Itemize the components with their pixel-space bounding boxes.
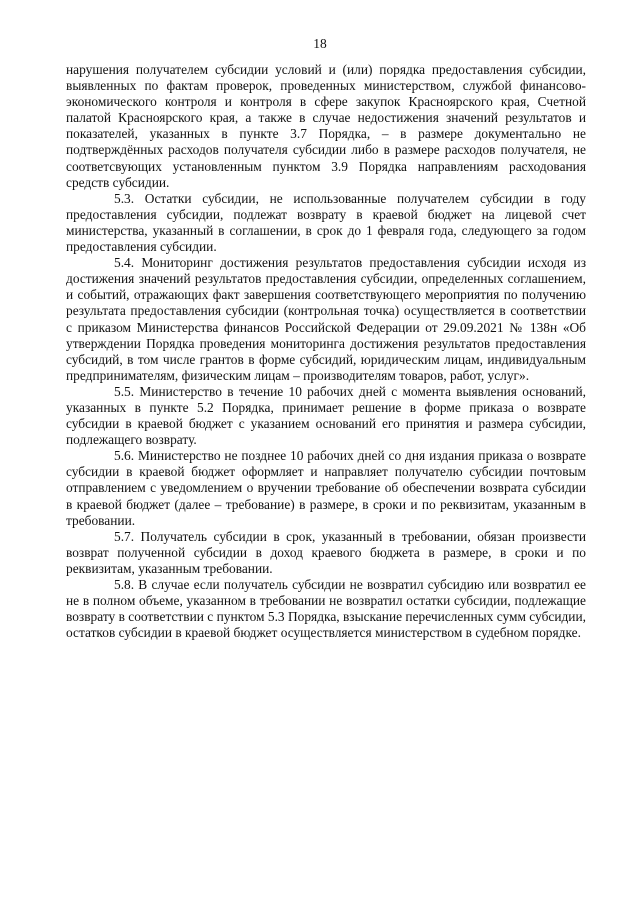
document-body <box>66 62 586 641</box>
paragraph-5-8: 5.8. В случае если получатель субсидии не возвратил субсидию или возвратил ее не в полном объеме, указанном в требовании не возвратил остатки субсидии, подлежащие возврату в соответствии с пунктом 5.3 Порядка, взыскание перечисленных сумм субсидии, остатков субсидии в краевой бюджет осуществляется министерством в судебном порядке. <box>66 577 586 641</box>
paragraph-5-4: 5.4. Мониторинг достижения результатов предоставления субсидии исходя из достижения значений результатов предоставления субсидии, определенных соглашением, и событий, отражающих факт завершения соответствующего мероприятия по получению результата предоставления субсидии (контрольная точка) осуществляется в соответствии с приказом Министерства финансов Российской Федерации от 29.09.2021 № 138н «Об утверждении Порядка проведения мониторинга достижения результатов предоставления субсидий, в том числе грантов в форме субсидий, юридическим лицам, индивидуальным предпринимателям, физическим лицам – производителям товаров, работ, услуг». <box>66 255 586 383</box>
paragraph-continuation: нарушения получателем субсидии условий и (или) порядка предоставления субсидии, выявленных по фактам проверок, проведенных министерством, службой финансово-экономического контроля и контроля в сфере закупок Красноярского края, Счетной палатой Красноярского края, а также в случае недостижения значений результатов и показателей, указанных в пункте 3.7 Порядка, – в размере документально не подтверждённых расходов получателя субсидии либо в размере расходов получателя, не соответсвующих установленным пунктом 3.9 Порядка направлениям расходования средств субсидии. <box>66 62 586 190</box>
paragraph-5-5: 5.5. Министерство в течение 10 рабочих дней с момента выявления оснований, указанных в пункте 5.2 Порядка, принимает решение в форме приказа о возврате субсидии в краевой бюджет с указанием оснований его принятия и размера субсидии, подлежащего возврату. <box>66 383 586 448</box>
page-number: 18 <box>313 36 327 51</box>
paragraph-5-7: 5.7. Получатель субсидии в срок, указанный в требовании, обязан произвести возврат полученной субсидии в доход краевого бюджета в размере, в сроки и по реквизитам, указанным требовании. <box>66 528 586 576</box>
paragraph-5-6: 5.6. Министерство не позднее 10 рабочих дней со дня издания приказа о возврате субсидии в краевой бюджет оформляет и направляет получателю субсидии почтовым отправлением с уведомлением о вручении требование об обеспечении возврата субсидии в краевой бюджет (далее – требование) в размере, в сроки и по реквизитам, указанным в требовании. <box>66 448 586 528</box>
paragraph-5-3: 5.3. Остатки субсидии, не использованные получателем субсидии в году предоставления субсидии, подлежат возврату в краевой бюджет на лицевой счет министерства, указанный в соглашении, в срок до 1 февраля года, следующего за годом предоставления субсидии. <box>66 190 586 255</box>
